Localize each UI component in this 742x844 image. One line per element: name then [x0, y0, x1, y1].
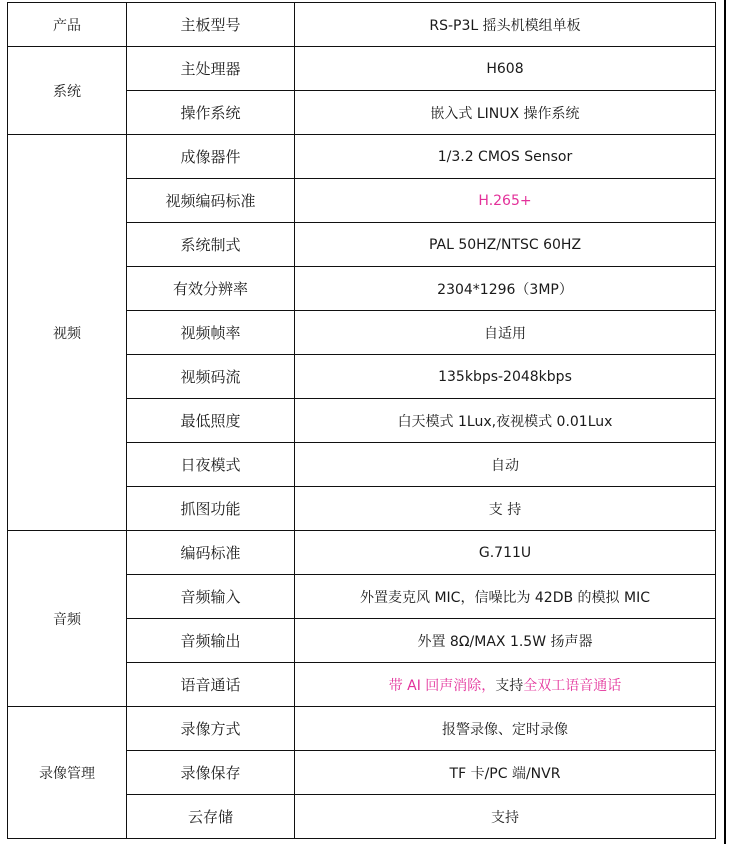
- parameter-cell: 有效分辨率: [127, 267, 295, 311]
- parameter-cell: 编码标准: [127, 531, 295, 575]
- value-cell: [295, 443, 716, 487]
- parameter-cell: 主板型号: [127, 3, 295, 47]
- parameter-cell: 视频帧率: [127, 311, 295, 355]
- parameter-cell: 云存储: [127, 795, 295, 839]
- value-text: 自适用: [484, 325, 526, 342]
- value-cell: [295, 531, 716, 575]
- value-cell: [295, 223, 716, 267]
- value-text: 嵌入式 LINUX 操作系统: [430, 105, 580, 122]
- parameter-cell: 音频输入: [127, 575, 295, 619]
- value-cell: [295, 355, 716, 399]
- value-text: PAL 50HZ/NTSC 60HZ: [428, 236, 582, 253]
- parameter-cell: 成像器件: [127, 135, 295, 179]
- value-text: 报警录像、定时录像: [442, 721, 568, 738]
- value-text: 支 持: [488, 501, 522, 518]
- parameter-cell: 视频码流: [127, 355, 295, 399]
- parameter-cell: 语音通话: [127, 663, 295, 707]
- value-cell: [295, 3, 716, 47]
- value-cell: [295, 47, 716, 91]
- parameter-cell: 音频输出: [127, 619, 295, 663]
- value-cell: [295, 267, 716, 311]
- parameter-cell: 操作系统: [127, 91, 295, 135]
- value-text: 白天模式 1Lux,夜视模式 0.01Lux: [397, 413, 613, 430]
- table-row: [8, 707, 716, 751]
- value-text: RS-P3L 摇头机模组单板: [429, 17, 581, 34]
- value-text: 支持: [491, 809, 519, 826]
- parameter-cell: 录像方式: [127, 707, 295, 751]
- category-cell: 系统: [8, 47, 127, 135]
- value-text: TF 卡/PC 端/NVR: [449, 765, 561, 782]
- table-row: [8, 135, 716, 179]
- value-text: 1/3.2 CMOS Sensor: [437, 148, 573, 165]
- value-cell: [295, 707, 716, 751]
- value-text: 外置 8Ω/MAX 1.5W 扬声器: [417, 633, 593, 650]
- value-cell: [295, 311, 716, 355]
- category-cell: 音频: [8, 531, 127, 707]
- parameter-cell: 录像保存: [127, 751, 295, 795]
- value-cell: [295, 575, 716, 619]
- value-text: 135kbps-2048kbps: [438, 368, 572, 385]
- value-text: 带 AI 回声消除，: [388, 677, 496, 694]
- value-cell: [295, 487, 716, 531]
- value-cell: [295, 619, 716, 663]
- value-cell: [295, 91, 716, 135]
- value-text: 支持: [495, 677, 524, 694]
- table-row: [8, 3, 716, 47]
- table-row: [8, 531, 716, 575]
- spec-table: [7, 2, 716, 839]
- category-cell: 录像管理: [8, 707, 127, 839]
- parameter-cell: 视频编码标准: [127, 179, 295, 223]
- value-text: G.711U: [478, 544, 532, 561]
- value-cell: [295, 795, 716, 839]
- value-cell: [295, 179, 716, 223]
- value-cell: [295, 399, 716, 443]
- page-edge-line: [724, 0, 726, 844]
- table-row: [8, 47, 716, 91]
- value-cell: [295, 663, 716, 707]
- parameter-cell: 抓图功能: [127, 487, 295, 531]
- parameter-cell: 最低照度: [127, 399, 295, 443]
- value-text: 全双工语音通话: [523, 677, 622, 694]
- value-text: H.265+: [478, 192, 532, 209]
- value-text: 自动: [491, 457, 519, 474]
- value-cell: [295, 751, 716, 795]
- category-cell: 视频: [8, 135, 127, 531]
- parameter-cell: 系统制式: [127, 223, 295, 267]
- value-text: H608: [486, 60, 524, 77]
- parameter-cell: 日夜模式: [127, 443, 295, 487]
- value-text: 外置麦克风 MIC，信噪比为 42DB 的模拟 MIC: [360, 589, 650, 606]
- value-cell: [295, 135, 716, 179]
- category-cell: 产品: [8, 3, 127, 47]
- parameter-cell: 主处理器: [127, 47, 295, 91]
- value-text: 2304*1296（3MP）: [437, 281, 573, 298]
